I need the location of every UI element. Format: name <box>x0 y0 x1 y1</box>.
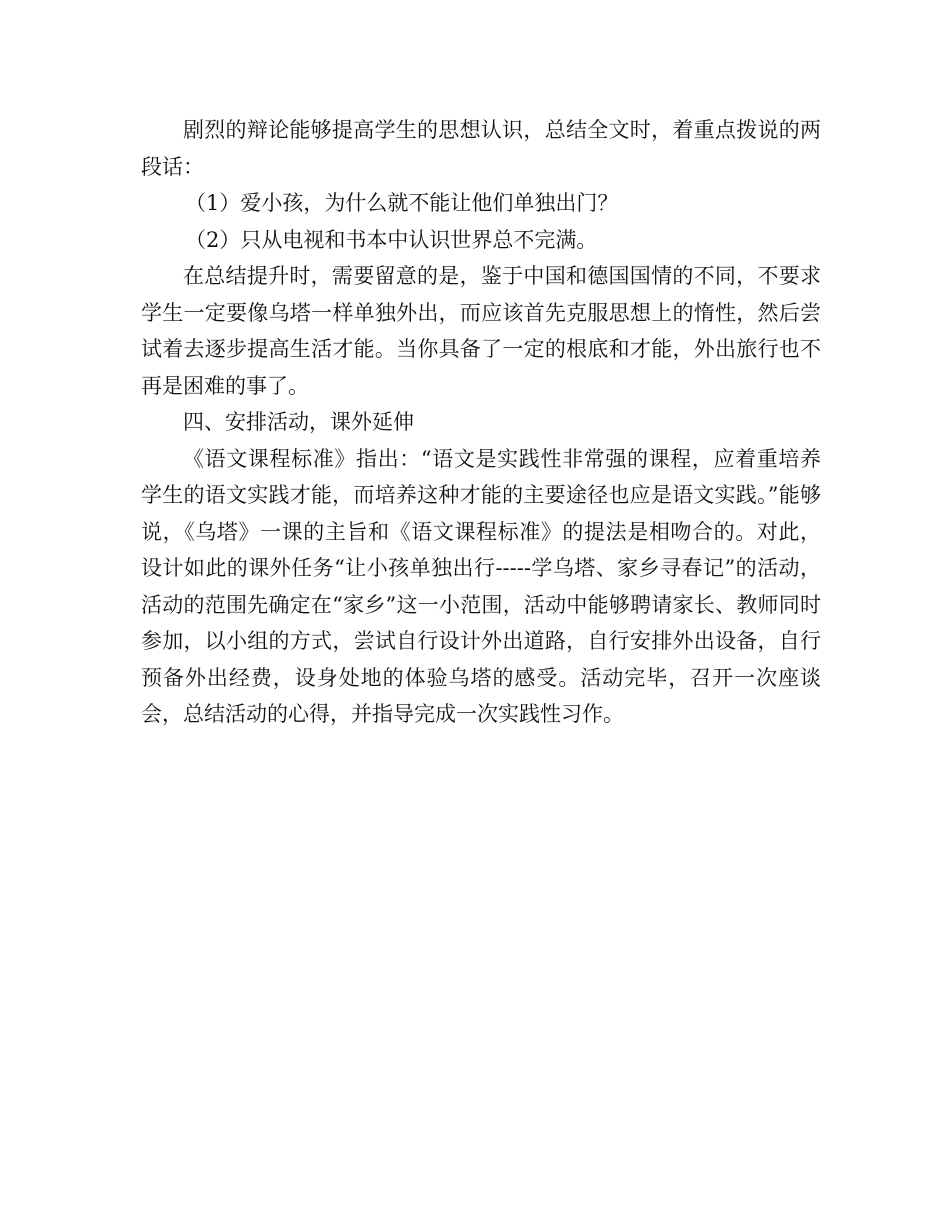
document-body <box>141 112 821 733</box>
paragraph-curriculum-standard: 《语文课程标准》指出：“语文是实践性非常强的课程，应着重培养学生的语文实践才能，而培养这种才能的主要途径也应是语文实践。”能够说，《乌塔》一课的主旨和《语文课程标准》的提法是相吻合的。对此，设计如此的课外任务“让小孩单独出行-----学乌塔、家乡寻春记”的活动，活动的范围先确定在“家乡”这一小范围，活动中能够聘请家长、教师同时参加，以小组的方式，尝试自行设计外出道路，自行安排外出设备，自行预备外出经费，设身处地的体验乌塔的感受。活动完毕，召开一次座谈会，总结活动的心得，并指导完成一次实践性习作。 <box>141 446 821 726</box>
section-heading-activities: 四、安排活动，课外延伸 <box>183 410 414 434</box>
paragraph-point-2: （2）只从电视和书本中认识世界总不完满。 <box>185 227 598 252</box>
paragraph-point-1: （1）爱小孩，为什么就不能让他们单独出门？ <box>185 191 619 215</box>
paragraph-debate-summary: 剧烈的辩论能够提高学生的思想认识，总结全文时，着重点拨说的两段话： <box>141 118 821 179</box>
paragraph-summary-note: 在总结提升时，需要留意的是，鉴于中国和德国国情的不同，不要求学生一定要像乌塔一样单独外出，而应该首先克服思想上的惰性，然后尝试着去逐步提高生活才能。当你具备了一定的根底和才能，外出旅行也不再是困难的事了。 <box>141 264 821 398</box>
